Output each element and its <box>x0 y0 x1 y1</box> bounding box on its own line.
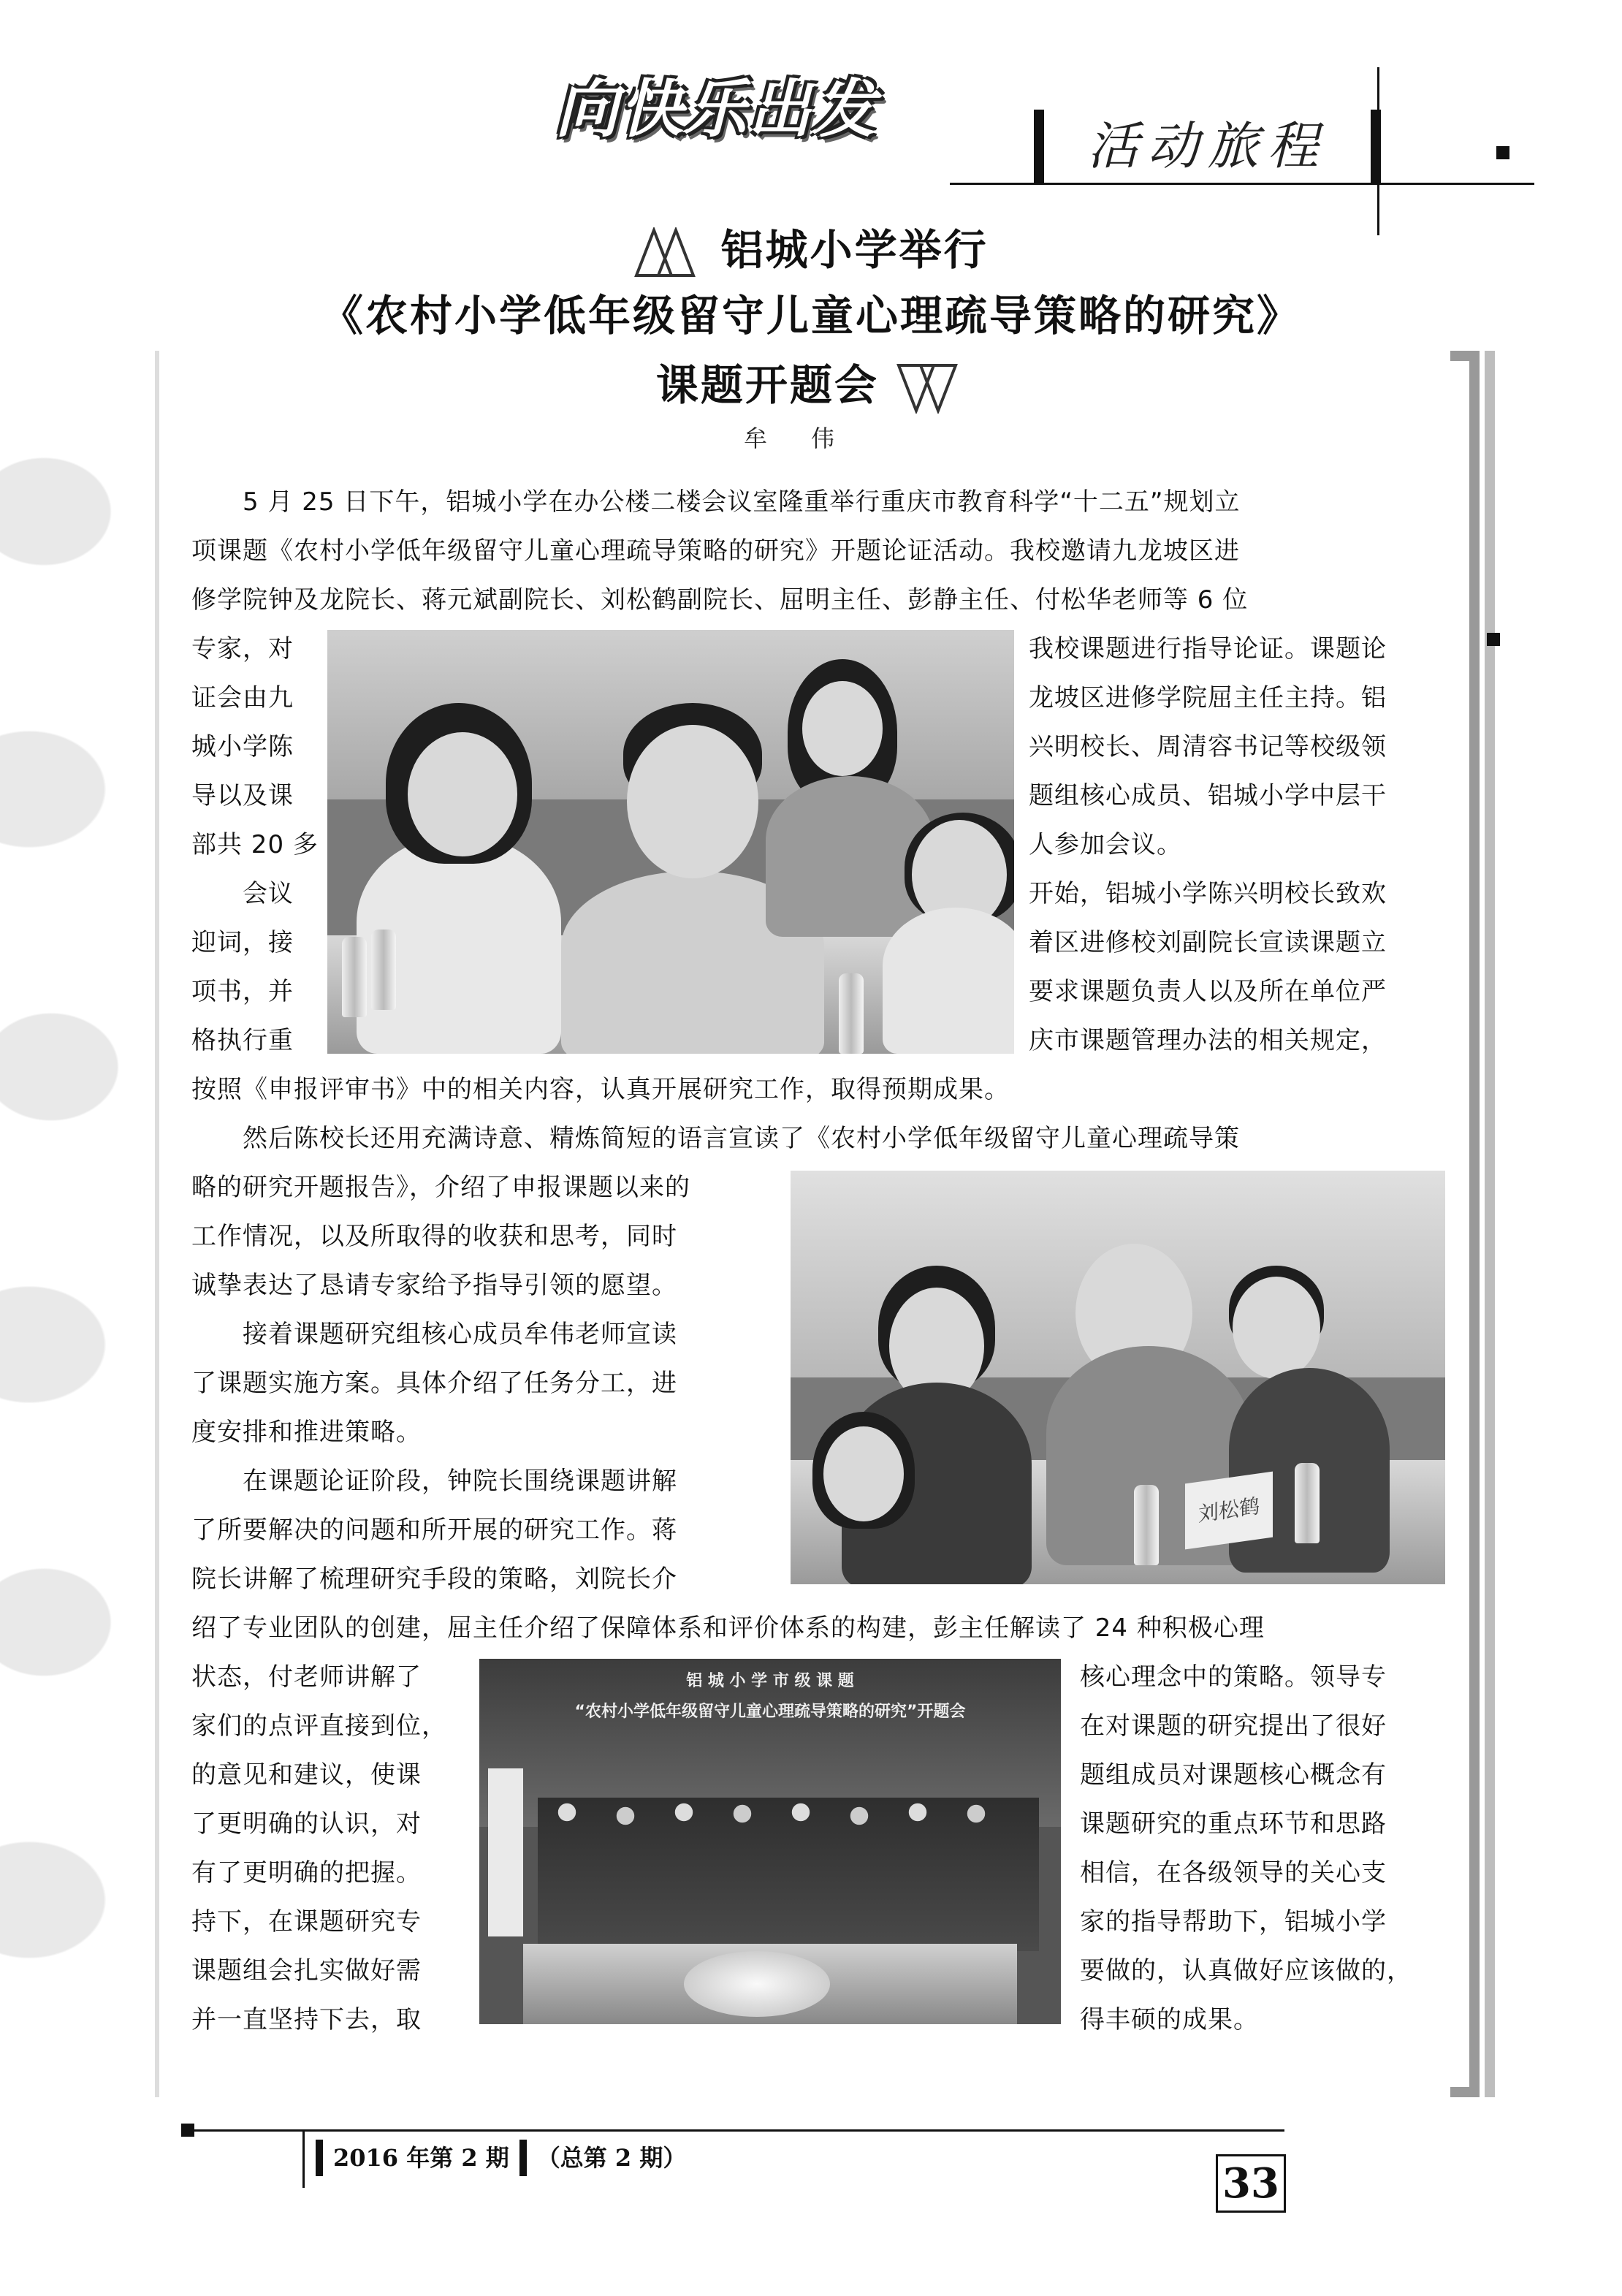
header-square-marker <box>1496 146 1509 159</box>
body-line: 绍了专业团队的创建，屈主任介绍了保障体系和评价体系的构建，彭主任解读了 24 种积极心理 <box>191 1613 1265 1643</box>
article-title-line2: 《农村小学低年级留守儿童心理疏导策略的研究》 <box>320 291 1301 341</box>
article-title-line3: 课题开题会 <box>168 351 1454 414</box>
body-line: 迎词，接 <box>191 928 294 957</box>
body-line: 然后陈校长还用充满诗意、精炼简短的语言宣读了《农村小学低年级留守儿童心理疏导策 <box>191 1124 1240 1153</box>
body-line: 会议 <box>191 879 294 908</box>
body-line: 并一直坚持下去，取 <box>191 2005 422 2034</box>
body-line: 了课题实施方案。具体介绍了任务分工，进 <box>191 1369 677 1398</box>
body-line: 课题研究的重点环节和思路 <box>1080 1809 1387 1839</box>
body-line: 诚挚表达了恳请专家给予指导引领的愿望。 <box>191 1271 677 1300</box>
body-line: 有了更明确的把握。 <box>191 1858 422 1888</box>
article-author: 牟伟 <box>743 425 878 452</box>
body-line: 度安排和推进策略。 <box>191 1418 422 1447</box>
group-photo-banner: 铝 城 小 学 市 级 课 题 “农村小学低年级留守儿童心理疏导策略的研究”开题会 <box>574 1672 966 1721</box>
group-of-people <box>538 1798 1039 1951</box>
body-line: 院长讲解了梳理研究手段的策略，刘院长介 <box>191 1565 677 1594</box>
right-side-bar <box>1485 351 1495 2097</box>
issue-info <box>305 2140 715 2176</box>
body-line: 略的研究开题报告》，介绍了申报课题以来的 <box>191 1173 690 1202</box>
body-line: 项书，并 <box>191 977 294 1006</box>
body-line: 相信，在各级领导的关心支 <box>1080 1858 1387 1888</box>
magazine-logo: 向快乐出发 <box>555 73 877 146</box>
body-line: 课题组会扎实做好需 <box>191 1956 422 1985</box>
body-line: 家的指导帮助下，铝城小学 <box>1080 1907 1387 1936</box>
body-line: 在课题论证阶段，钟院长围绕课题讲解 <box>191 1467 677 1496</box>
body-line: 家们的点评直接到位， <box>191 1711 447 1741</box>
body-line: 要求课题负责人以及所在单位严 <box>1029 977 1387 1006</box>
body-line: 庆市课题管理办法的相关规定， <box>1029 1026 1387 1055</box>
body-line: 要做的，认真做好应该做的， <box>1080 1956 1412 1985</box>
body-line: 题组核心成员、铝城小学中层干 <box>1029 781 1387 810</box>
triangle-ornament-icon <box>633 227 704 278</box>
air-conditioner <box>488 1768 523 1936</box>
body-line: 了更明确的认识，对 <box>191 1809 422 1839</box>
body-line: 人参加会议。 <box>1029 830 1182 859</box>
body-line: 兴明校长、周清容书记等校级领 <box>1029 732 1387 761</box>
body-line: 龙坡区进修学院屈主任主持。铝 <box>1029 683 1387 712</box>
body-line: 城小学陈 <box>191 732 294 761</box>
triangle-ornament-icon <box>896 362 966 414</box>
group-photo <box>479 1659 1061 2024</box>
body-line: 题组成员对课题核心概念有 <box>1080 1760 1387 1790</box>
footer-rule <box>181 2129 1284 2132</box>
article-title-line1: 铝城小学举行 <box>168 216 1454 278</box>
body-line: 5 月 25 日下午，铝城小学在办公楼二楼会议室隆重举行重庆市教育科学“十二五”规划立 <box>191 487 1241 517</box>
background-cloud-pattern <box>0 409 190 2090</box>
name-card: 刘松鹤 <box>1185 1472 1273 1550</box>
footer-vertical-rule <box>302 2129 305 2188</box>
body-line: 在对课题的研究提出了很好 <box>1080 1711 1387 1741</box>
body-line: 核心理念中的策略。领导专 <box>1080 1662 1387 1692</box>
right-bracket <box>1450 351 1480 2097</box>
left-page-bar <box>155 351 159 2097</box>
body-line: 格执行重 <box>191 1026 294 1055</box>
body-line: 证会由九 <box>191 683 294 712</box>
flower-arrangement <box>684 1951 830 2017</box>
meeting-photo-2 <box>791 1171 1445 1584</box>
header-rule <box>950 183 1534 185</box>
body-line: 项课题《农村小学低年级留守儿童心理疏导策略的研究》开题论证活动。我校邀请九龙坡区进 <box>191 536 1240 566</box>
issue-number: 2016 年第 2 期 <box>333 2144 509 2172</box>
page-number: 33 <box>1216 2154 1286 2213</box>
body-line: 我校课题进行指导论证。课题论 <box>1029 634 1387 664</box>
section-tag: 活动旅程 <box>1034 110 1381 183</box>
body-line: 按照《申报评审书》中的相关内容，认真开展研究工作，取得预期成果。 <box>191 1075 1010 1104</box>
body-line: 接着课题研究组核心成员牟伟老师宣读 <box>191 1320 677 1349</box>
body-line: 部共 20 多 <box>191 830 319 859</box>
body-line: 工作情况，以及所取得的收获和思考，同时 <box>191 1222 677 1251</box>
body-line: 导以及课 <box>191 781 294 810</box>
body-line: 了所要解决的问题和所开展的研究工作。蒋 <box>191 1516 677 1545</box>
body-line: 专家，对 <box>191 634 294 664</box>
total-issue-number: （总第 2 期） <box>536 2144 687 2172</box>
body-line: 得丰硕的成果。 <box>1080 2005 1259 2034</box>
body-line: 状态，付老师讲解了 <box>191 1662 422 1692</box>
body-line: 持下，在课题研究专 <box>191 1907 422 1936</box>
side-square-marker <box>1487 633 1500 646</box>
body-line: 开始，铝城小学陈兴明校长致欢 <box>1029 879 1387 908</box>
meeting-photo-1 <box>327 630 1014 1054</box>
body-line: 修学院钟及龙院长、蒋元斌副院长、刘松鹤副院长、屈明主任、彭静主任、付松华老师等 6 位 <box>191 585 1249 615</box>
body-line: 着区进修校刘副院长宣读课题立 <box>1029 928 1387 957</box>
body-line: 的意见和建议，使课 <box>191 1760 422 1790</box>
